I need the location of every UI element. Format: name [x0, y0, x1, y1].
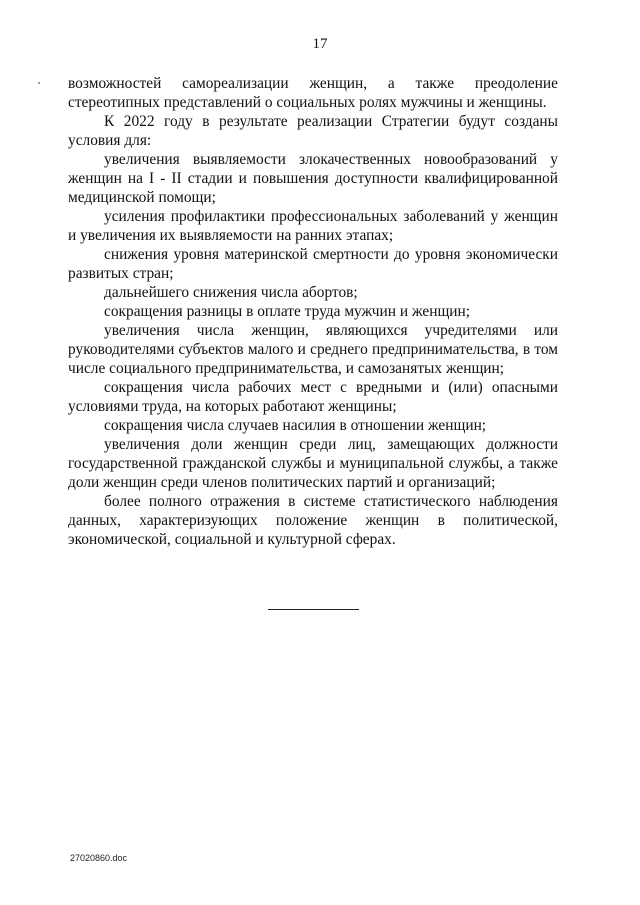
list-item-maternal-mortality: снижения уровня материнской смертности до уровня экономически развитых стран; — [68, 246, 558, 282]
list-item-civil-service: увеличения доли женщин среди лиц, замещающих должности государственной гражданской службы и муниципальной службы, а также доли женщин среди членов политических партий и организаций; — [68, 436, 558, 491]
end-separator-line — [268, 609, 359, 610]
document-body — [68, 74, 558, 549]
document-file-id: 27020860.doc — [70, 853, 128, 863]
page-number: 17 — [312, 36, 328, 52]
paragraph-intro: К 2022 году в результате реализации Стратегии будут созданы условия для: — [68, 113, 558, 149]
list-item-abortions: дальнейшего снижения числа абортов; — [104, 284, 358, 301]
list-item-statistics: более полного отражения в системе статистического наблюдения данных, характеризующих положение женщин в политической, экономической, социальной и культурной сферах. — [68, 493, 558, 548]
list-item-violence: сокращения числа случаев насилия в отношении женщин; — [104, 417, 487, 434]
list-item-entrepreneurship: увеличения числа женщин, являющихся учредителями или руководителями субъектов малого и среднего предпринимательства, в том числе социального предпринимательства, и самозанятых женщин; — [68, 322, 558, 377]
list-item-occupational-diseases: усиления профилактики профессиональных заболеваний у женщин и увеличения их выявляемости на ранних этапах; — [68, 208, 558, 244]
list-item-cancer-detection: увеличения выявляемости злокачественных новообразований у женщин на I - II стадии и повышения доступности квалифицированной медицинской помощи; — [68, 151, 558, 206]
list-item-pay-gap: сокращения разницы в оплате труда мужчин и женщин; — [104, 303, 471, 320]
paragraph-continuation: возможностей самореализации женщин, а также преодоление стереотипных представлений о социальных ролях мужчины и женщины. — [68, 75, 558, 111]
margin-mark — [38, 82, 40, 84]
list-item-working-conditions: сокращения числа рабочих мест с вредными и (или) опасными условиями труда, на которых работают женщины; — [68, 379, 558, 415]
